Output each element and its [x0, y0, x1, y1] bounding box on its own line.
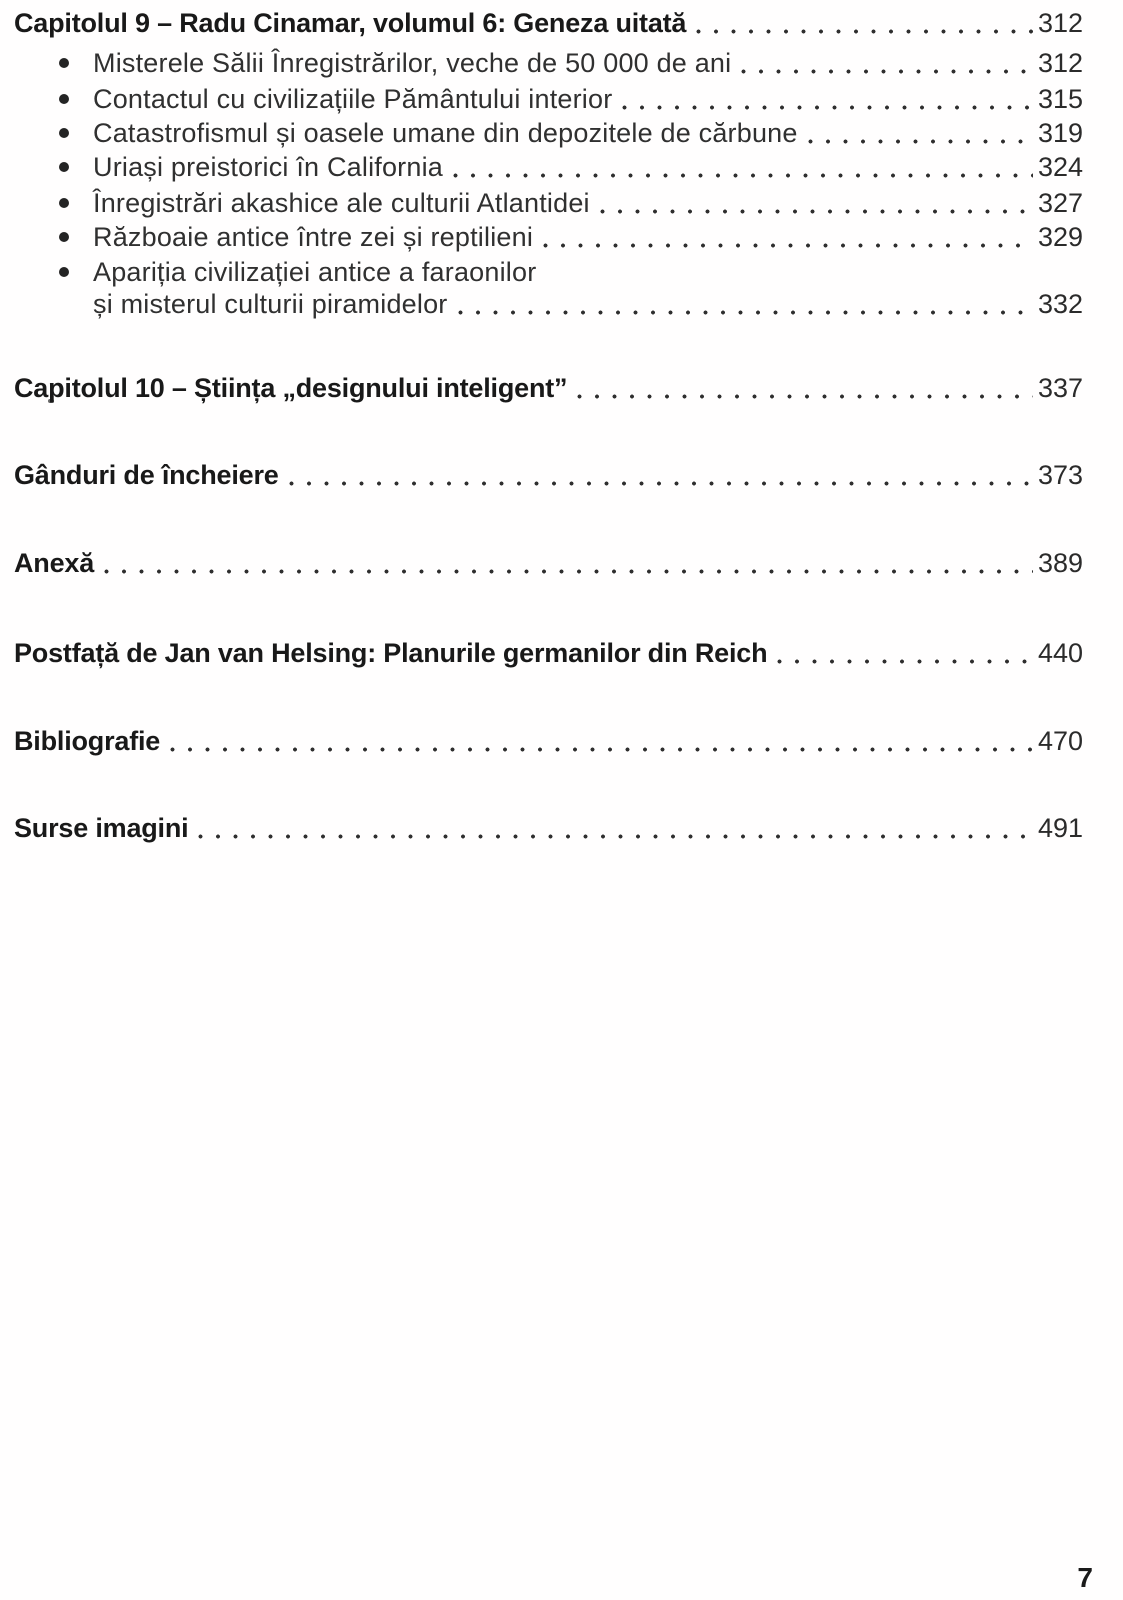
toc-subentry-label: Înregistrări akashice ale culturii Atlantidei — [93, 188, 590, 218]
dot-leader — [741, 69, 1033, 74]
dot-leader — [453, 173, 1033, 178]
toc-entry-ganduri — [14, 458, 1083, 492]
bullet-icon — [59, 232, 69, 242]
toc-subentry-page: 315 — [1037, 84, 1083, 114]
toc-entry-label: Capitolul 10 – Știința „designului inteligent” — [14, 373, 568, 403]
dot-leader — [777, 659, 1033, 664]
toc-entry-page: 312 — [1037, 8, 1083, 38]
dot-leader — [577, 394, 1033, 399]
toc-subentry — [93, 186, 1083, 220]
toc-subentry-line2 — [93, 287, 1083, 321]
toc-subentry — [93, 220, 1083, 254]
toc-subentry-label: Misterele Sălii Înregistrărilor, veche de 50 000 de ani — [93, 48, 732, 78]
toc-entry-label: Surse imagini — [14, 813, 189, 843]
dot-leader — [600, 209, 1033, 214]
toc-entry-page: 337 — [1037, 373, 1083, 403]
toc-subentry — [93, 116, 1083, 150]
dot-leader — [198, 834, 1032, 839]
toc-subentry — [93, 150, 1083, 184]
toc-subentry-label: Apariția civilizației antice a faraonilor — [93, 257, 537, 287]
toc-entry-postfata — [14, 636, 1083, 670]
toc-subentry-label: Uriași preistorici în California — [93, 152, 444, 182]
toc-entry-page: 389 — [1037, 548, 1083, 578]
toc-subentry-page: 332 — [1037, 289, 1083, 319]
toc-entry-chapter-9 — [14, 6, 1083, 40]
dot-leader — [543, 243, 1033, 248]
toc-subentry-label-continued: și misterul culturii piramidelor — [93, 289, 448, 319]
toc-entry-chapter-10 — [14, 371, 1083, 405]
toc-entry-anexa — [14, 546, 1083, 580]
bullet-icon — [59, 94, 69, 104]
dot-leader — [104, 569, 1033, 574]
bullet-icon — [59, 267, 69, 277]
bullet-icon — [59, 128, 69, 138]
toc-subentry — [93, 46, 1083, 80]
bullet-icon — [59, 58, 69, 68]
bullet-icon — [59, 198, 69, 208]
toc-subentry-label: Războaie antice între zei și reptilieni — [93, 222, 534, 252]
toc-entry-surse-imagini — [14, 811, 1083, 845]
dot-leader — [289, 481, 1033, 486]
dot-leader — [808, 139, 1033, 144]
toc-subentry-page: 327 — [1037, 188, 1083, 218]
toc-subentry — [93, 82, 1083, 116]
toc-subentry-page: 329 — [1037, 222, 1083, 252]
toc-entry-page: 491 — [1037, 813, 1083, 843]
toc-entry-label: Capitolul 9 – Radu Cinamar, volumul 6: Geneza uitată — [14, 8, 687, 38]
toc-entry-page: 373 — [1037, 460, 1083, 490]
toc-entry-label: Anexă — [14, 548, 95, 578]
toc-entry-label: Postfață de Jan van Helsing: Planurile germanilor din Reich — [14, 638, 768, 668]
toc-subentry-label: Contactul cu civilizațiile Pământului interior — [93, 84, 613, 114]
toc-subentry-page: 319 — [1037, 118, 1083, 148]
toc-entry-label: Gânduri de încheiere — [14, 460, 279, 490]
dot-leader — [458, 310, 1033, 315]
toc-entry-bibliografie — [14, 724, 1083, 758]
dot-leader — [696, 29, 1033, 34]
toc-subentry-line1 — [93, 255, 1083, 289]
toc-subentry-page: 312 — [1037, 48, 1083, 78]
page-number: 7 — [1077, 1562, 1093, 1593]
toc-entry-page: 440 — [1037, 638, 1083, 668]
toc-entry-page: 470 — [1037, 726, 1083, 756]
bullet-icon — [59, 162, 69, 172]
toc-subentry-label: Catastrofismul și oasele umane din depozitele de cărbune — [93, 118, 798, 148]
dot-leader — [622, 105, 1033, 110]
dot-leader — [170, 747, 1033, 752]
toc-subentry-page: 324 — [1037, 152, 1083, 182]
toc-entry-label: Bibliografie — [14, 726, 161, 756]
